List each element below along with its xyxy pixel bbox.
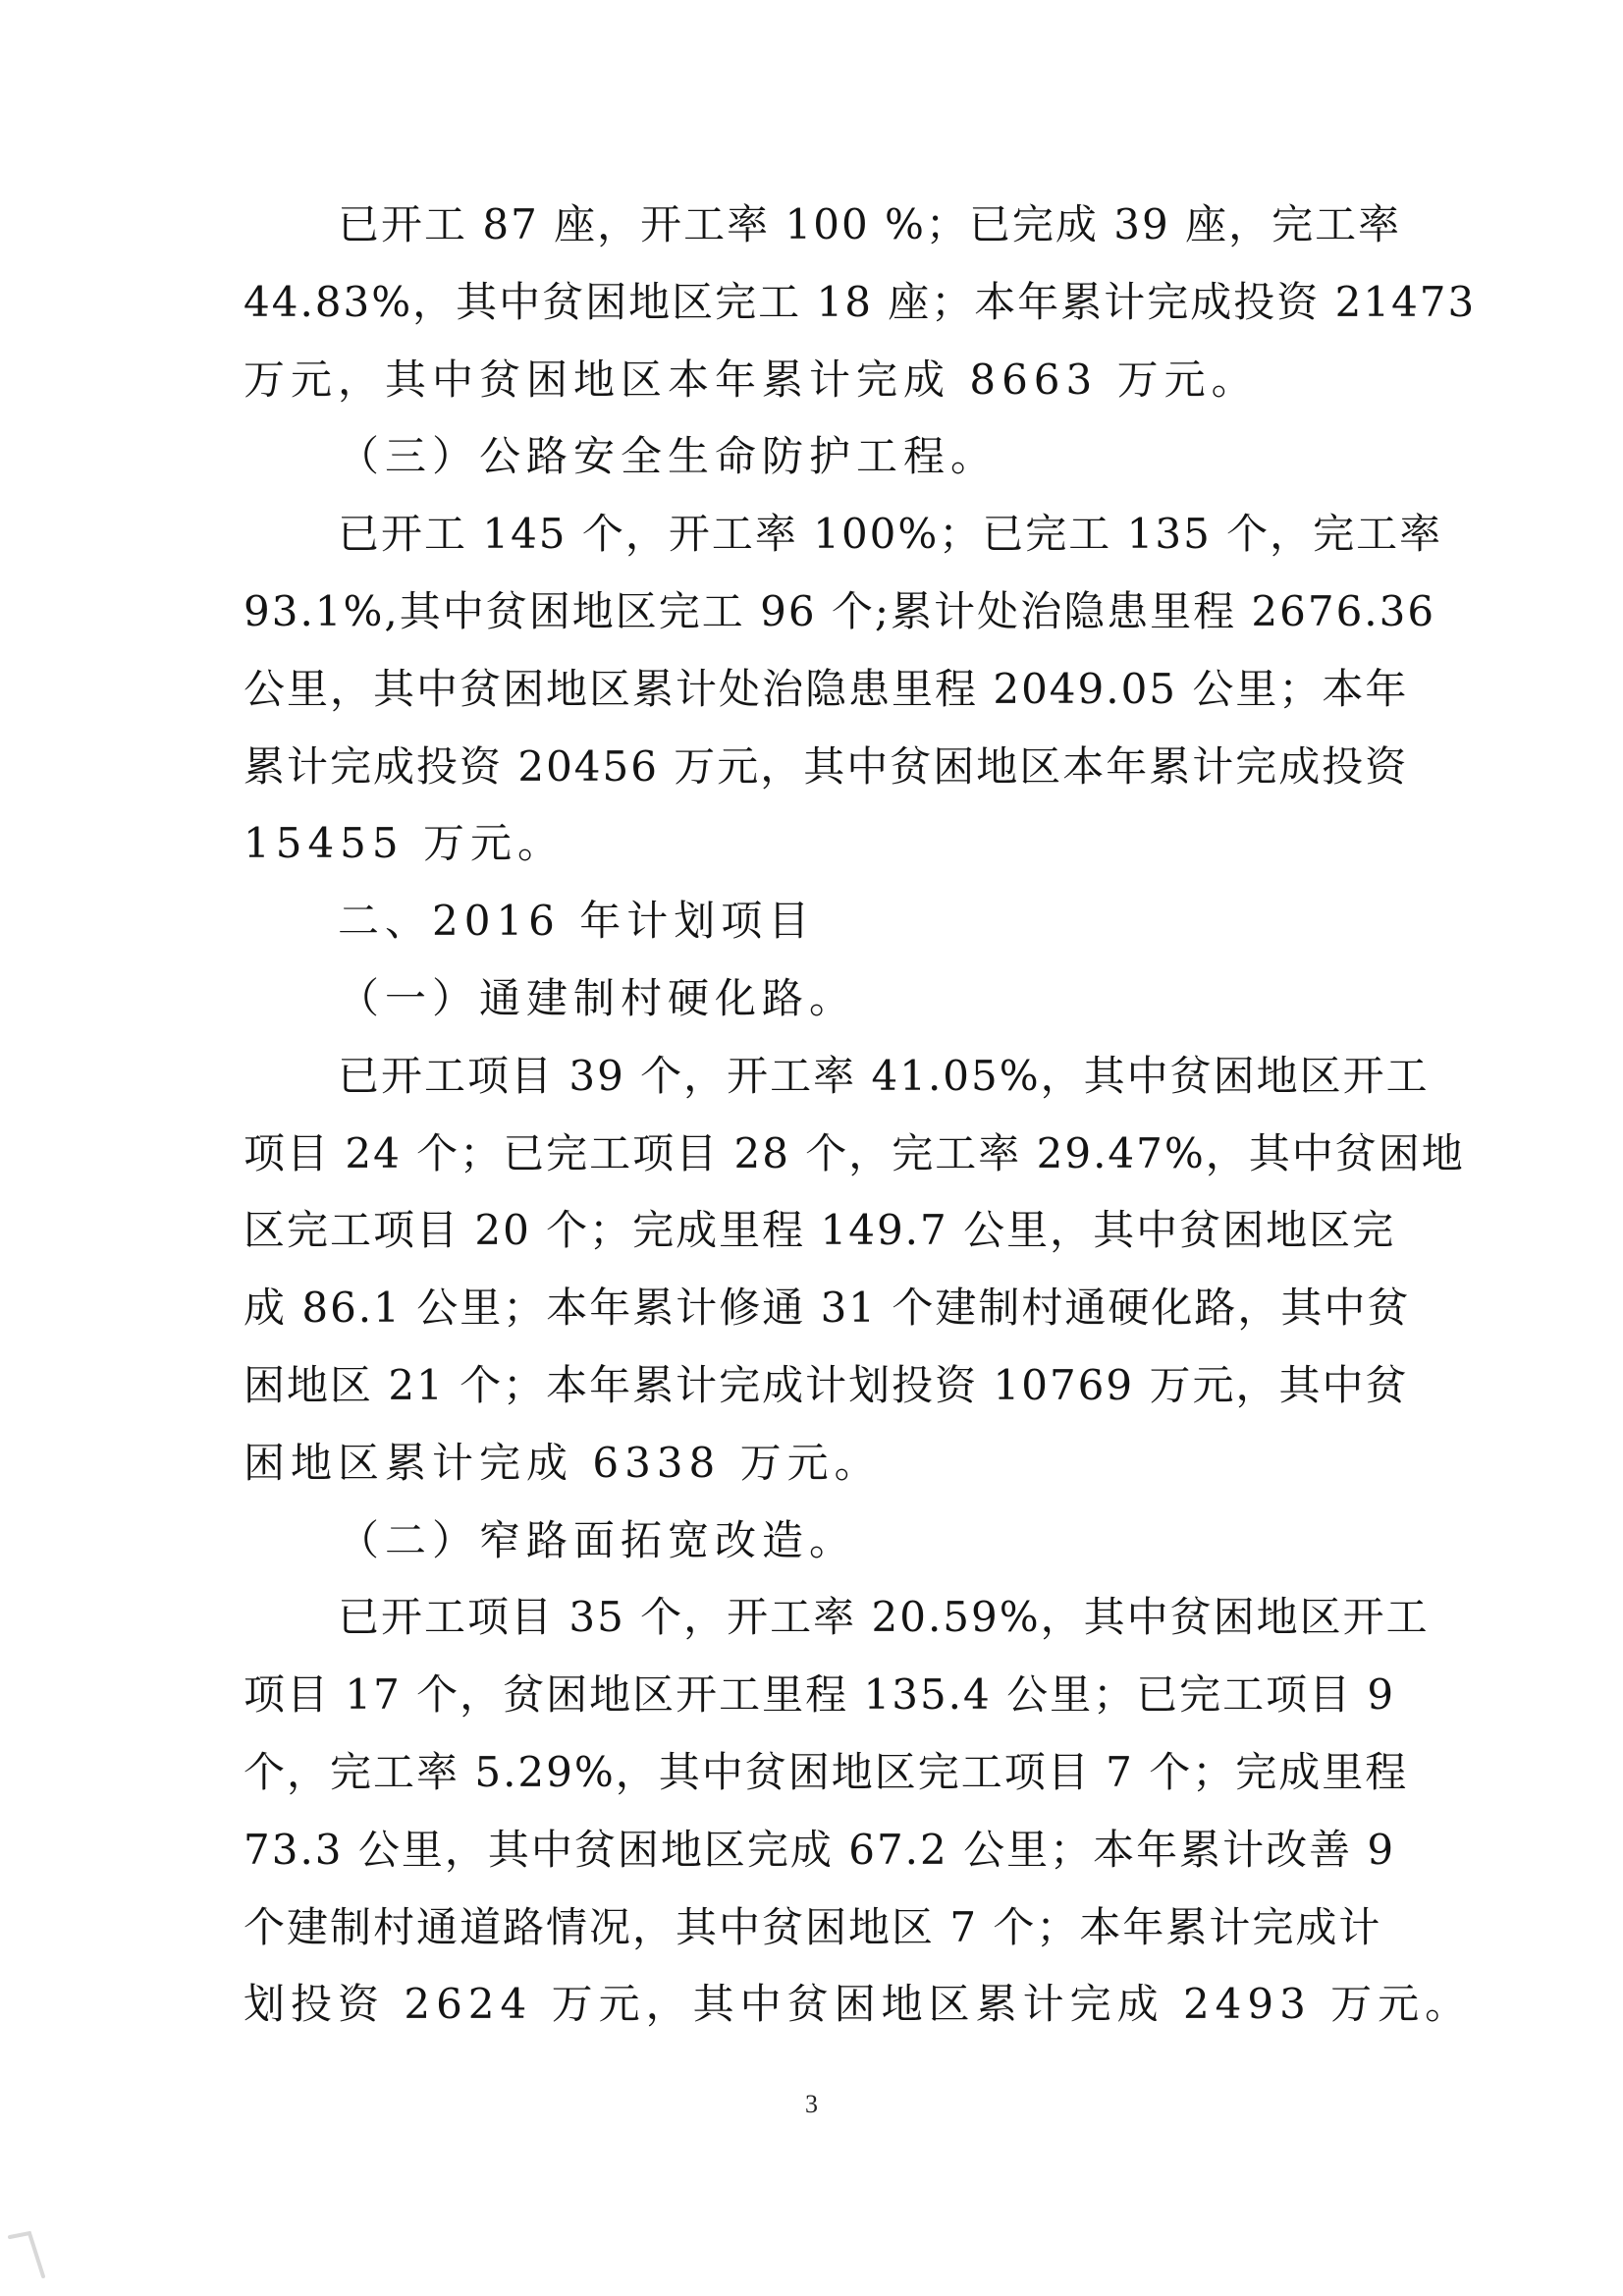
- paragraph-line: 困地区累计完成 6338 万元。: [243, 1438, 882, 1487]
- section-heading: （一）通建制村硬化路。: [338, 973, 857, 1022]
- paragraph-line: 项目 24 个；已完工项目 28 个，完工率 29.47%，其中贫困地: [243, 1128, 1465, 1177]
- paragraph-line: 44.83%，其中贫困地区完工 18 座；本年累计完成投资 21473: [243, 277, 1477, 326]
- paragraph-line: 15455 万元。: [243, 819, 565, 868]
- chapter-heading: 二、2016 年计划项目: [338, 897, 816, 946]
- paragraph-line: 划投资 2624 万元，其中贫困地区累计完成 2493 万元。: [243, 1980, 1473, 2029]
- paragraph-line: 已开工项目 39 个，开工率 41.05%，其中贫困地区开工: [338, 1051, 1430, 1100]
- paragraph-line: 万元，其中贫困地区本年累计完成 8663 万元。: [243, 355, 1259, 404]
- scan-corner-mark-icon: [8, 2229, 47, 2278]
- paragraph-line: 个建制村通道路情况，其中贫困地区 7 个；本年累计完成计: [243, 1902, 1382, 1951]
- paragraph-line: 93.1%,其中贫困地区完工 96 个;累计处治隐患里程 2676.36: [243, 586, 1436, 635]
- paragraph-line: 公里，其中贫困地区累计处治隐患里程 2049.05 公里；本年: [243, 664, 1409, 713]
- paragraph-line: 已开工项目 35 个，开工率 20.59%，其中贫困地区开工: [338, 1593, 1430, 1642]
- paragraph-line: 成 86.1 公里；本年累计修通 31 个建制村通硬化路，其中贫: [243, 1284, 1411, 1333]
- body-text: [243, 187, 1477, 2044]
- paragraph-line: 已开工 145 个，开工率 100%；已完工 135 个，完工率: [338, 510, 1443, 559]
- paragraph-line: 已开工 87 座，开工率 100 %；已完成 39 座，完工率: [338, 200, 1402, 248]
- paragraph-line: 区完工项目 20 个；完成里程 149.7 公里，其中贫困地区完: [243, 1206, 1396, 1255]
- paragraph-line: 项目 17 个，贫困地区开工里程 135.4 公里；已完工项目 9: [243, 1670, 1396, 1720]
- paragraph-line: 个，完工率 5.29%，其中贫困地区完工项目 7 个；完成里程: [243, 1747, 1409, 1796]
- page-number: 3: [805, 2090, 818, 2118]
- paragraph-line: 73.3 公里，其中贫困地区完成 67.2 公里；本年累计改善 9: [243, 1825, 1396, 1874]
- section-heading: （三）公路安全生命防护工程。: [338, 432, 999, 481]
- paragraph-line: 困地区 21 个；本年累计完成计划投资 10769 万元，其中贫: [243, 1360, 1409, 1409]
- section-heading: （二）窄路面拓宽改造。: [338, 1515, 857, 1564]
- paragraph-line: 累计完成投资 20456 万元，其中贫困地区本年累计完成投资: [243, 741, 1409, 791]
